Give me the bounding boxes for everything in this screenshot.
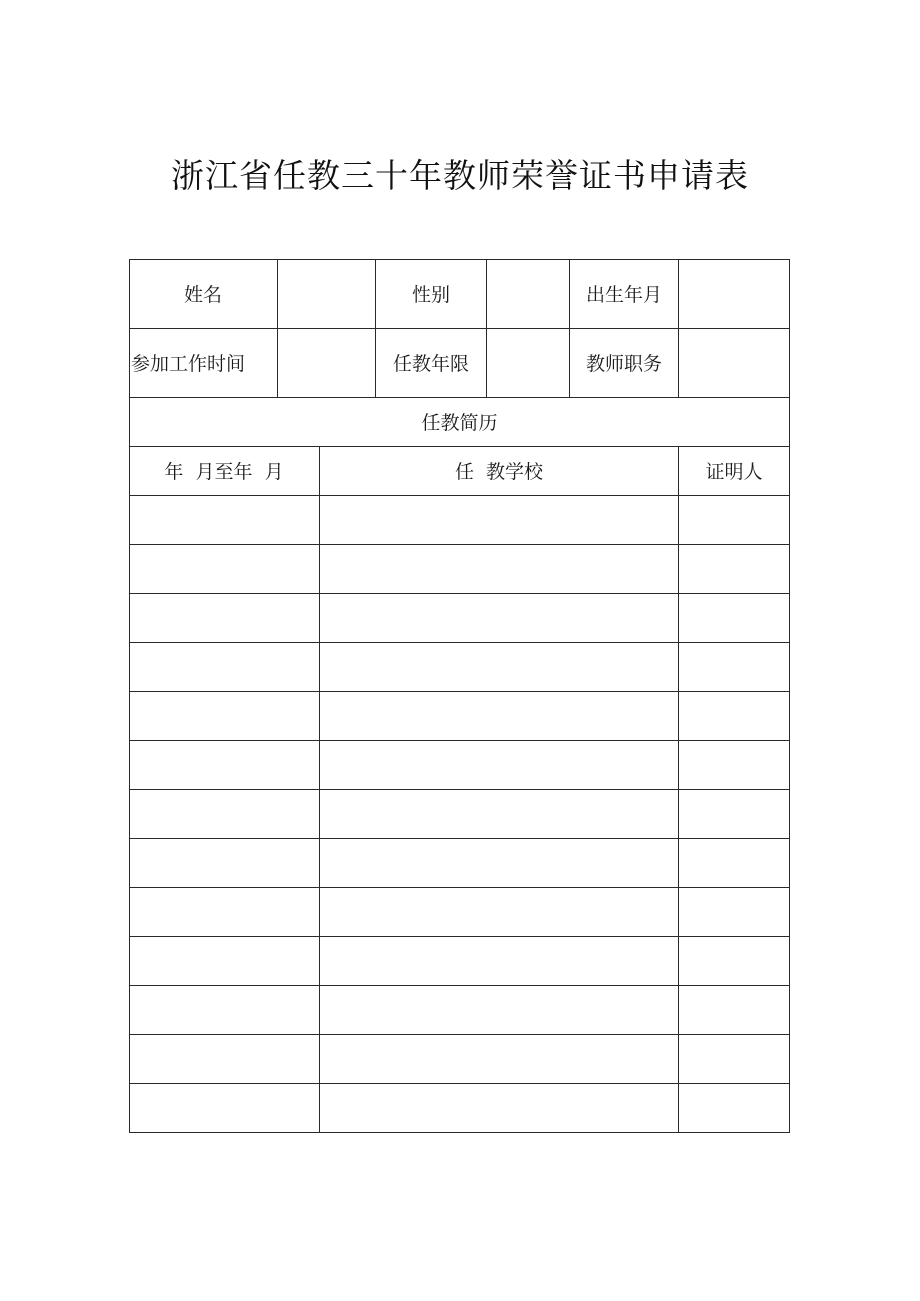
witness-column-header: 证明人 xyxy=(705,461,763,483)
teacher-title-label: 教师职务 xyxy=(585,353,662,375)
work-start-label: 参加工作时间 xyxy=(131,353,246,375)
history-period-cell[interactable] xyxy=(130,790,319,838)
history-witness-cell[interactable] xyxy=(679,545,789,593)
period-column-header: 年 月至年 月 xyxy=(164,461,284,483)
history-section-label: 任教简历 xyxy=(421,412,498,434)
history-witness-cell[interactable] xyxy=(679,496,789,544)
history-school-cell[interactable] xyxy=(320,937,678,985)
history-witness-cell[interactable] xyxy=(679,1084,789,1132)
history-school-cell[interactable] xyxy=(320,839,678,887)
history-period-cell[interactable] xyxy=(130,496,319,544)
history-school-cell[interactable] xyxy=(320,594,678,642)
history-period-cell[interactable] xyxy=(130,545,319,593)
history-period-cell[interactable] xyxy=(130,692,319,740)
teaching-years-field[interactable] xyxy=(487,329,569,397)
history-period-cell[interactable] xyxy=(130,937,319,985)
history-period-cell[interactable] xyxy=(130,1084,319,1132)
history-school-cell[interactable] xyxy=(320,692,678,740)
table-border-right xyxy=(789,259,790,1133)
name-label: 姓名 xyxy=(183,284,222,306)
name-field[interactable] xyxy=(278,260,375,328)
history-period-cell[interactable] xyxy=(130,986,319,1034)
history-school-cell[interactable] xyxy=(320,643,678,691)
application-form-table xyxy=(129,259,790,1133)
history-witness-cell[interactable] xyxy=(679,888,789,936)
school-column-header: 任 教学校 xyxy=(454,461,544,483)
history-school-cell[interactable] xyxy=(320,1084,678,1132)
birth-field[interactable] xyxy=(679,260,789,328)
history-period-cell[interactable] xyxy=(130,1035,319,1083)
gender-label: 性别 xyxy=(411,284,450,306)
history-witness-cell[interactable] xyxy=(679,1035,789,1083)
history-witness-cell[interactable] xyxy=(679,741,789,789)
history-school-cell[interactable] xyxy=(320,1035,678,1083)
history-period-cell[interactable] xyxy=(130,741,319,789)
history-period-cell[interactable] xyxy=(130,643,319,691)
history-witness-cell[interactable] xyxy=(679,594,789,642)
teacher-title-field[interactable] xyxy=(679,329,789,397)
history-witness-cell[interactable] xyxy=(679,986,789,1034)
history-period-cell[interactable] xyxy=(130,839,319,887)
history-school-cell[interactable] xyxy=(320,741,678,789)
table-border-bottom xyxy=(129,1132,790,1133)
history-school-cell[interactable] xyxy=(320,545,678,593)
history-school-cell[interactable] xyxy=(320,888,678,936)
history-school-cell[interactable] xyxy=(320,986,678,1034)
birth-label: 出生年月 xyxy=(585,284,662,306)
history-period-cell[interactable] xyxy=(130,888,319,936)
history-witness-cell[interactable] xyxy=(679,839,789,887)
history-period-cell[interactable] xyxy=(130,594,319,642)
history-school-cell[interactable] xyxy=(320,790,678,838)
history-witness-cell[interactable] xyxy=(679,692,789,740)
history-witness-cell[interactable] xyxy=(679,937,789,985)
teaching-years-label: 任教年限 xyxy=(392,353,469,375)
gender-field[interactable] xyxy=(487,260,569,328)
history-witness-cell[interactable] xyxy=(679,643,789,691)
page-title: 浙江省任教三十年教师荣誉证书申请表 xyxy=(171,156,749,195)
history-school-cell[interactable] xyxy=(320,496,678,544)
work-start-field[interactable] xyxy=(278,329,375,397)
history-witness-cell[interactable] xyxy=(679,790,789,838)
